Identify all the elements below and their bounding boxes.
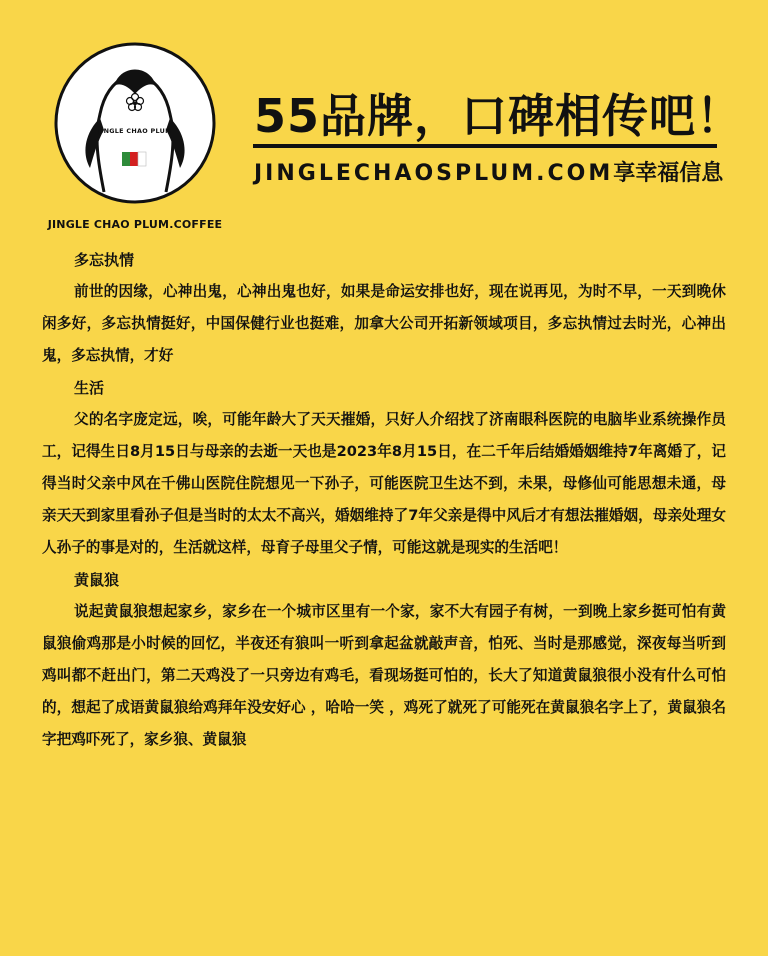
brand-logo (54, 42, 216, 204)
section-life (42, 372, 726, 564)
penguin-logo-icon (54, 42, 216, 204)
flag-white (138, 152, 146, 166)
article-content (42, 244, 726, 756)
section-body: 父的名字庞定远，唉，可能年龄大了天天摧婚，只好人介绍找了济南眼科医院的电脑毕业系统操作员工，记得生日8月15日与母亲的去逝一天也是2023年8月15日，在二千年后结婚婚姻维持7年离婚了，记得当时父亲中风在千佛山医院住院想见一下孙子，可能医院卫生达不到，未果，母修仙可能思想未通，母亲天天到家里看孙子但是当时的太太不高兴，婚姻维持了7年父亲是得中风后才有想法摧婚姻，母亲处理女人孙子的事是对的，生活就这样，母育子母里父子情，可能这就是现实的生活吧！ (42, 411, 726, 556)
section-forget (42, 244, 726, 372)
site-suffix: 享幸福信息 (613, 161, 724, 186)
site-line (254, 156, 723, 187)
flag-red (130, 152, 138, 166)
flag-green (122, 152, 130, 166)
section-weasel (42, 564, 726, 756)
section-title: 生活 (74, 379, 105, 397)
headline-divider (253, 144, 717, 148)
section-title: 黄鼠狼 (74, 571, 120, 589)
section-body: 前世的因缘，心神出鬼，心神出鬼也好，如果是命运安排也好，现在说再见，为时不早，一天到晚休闲多好，多忘执情挺好，中国保健行业也挺难，加拿大公司开拓新领域项目，多忘执情过去时光，心神出鬼，多忘执情，才好 (42, 283, 726, 364)
section-body: 说起黄鼠狼想起家乡，家乡在一个城市区里有一个家，家不大有园子有树，一到晚上家乡挺可怕有黄鼠狼偷鸡那是小时候的回忆，半夜还有狼叫一听到拿起盆就敲声音，怕死、当时是那感觉，深夜每当听到鸡叫都不赶出门，第二天鸡没了一只旁边有鸡毛，看现场挺可怕的，长大了知道黄鼠狼很小没有什么可怕的，想起了成语黄鼠狼给鸡拜年没安好心 ，哈哈一笑 ，鸡死了就死了可能死在黄鼠狼名字上了，黄鼠狼名字把鸡吓死了，家乡狼、黄鼠狼 (42, 603, 726, 748)
site-url: JINGLECHAOSPLUM.COM (254, 161, 614, 186)
headline: 55品牌，口碑相传吧！ (254, 89, 744, 143)
logo-inner-text: JINGLE CHAO PLUM (98, 127, 172, 135)
logo-caption: JINGLE CHAO PLUM.COFFEE (47, 218, 223, 231)
section-title: 多忘执情 (74, 251, 135, 269)
